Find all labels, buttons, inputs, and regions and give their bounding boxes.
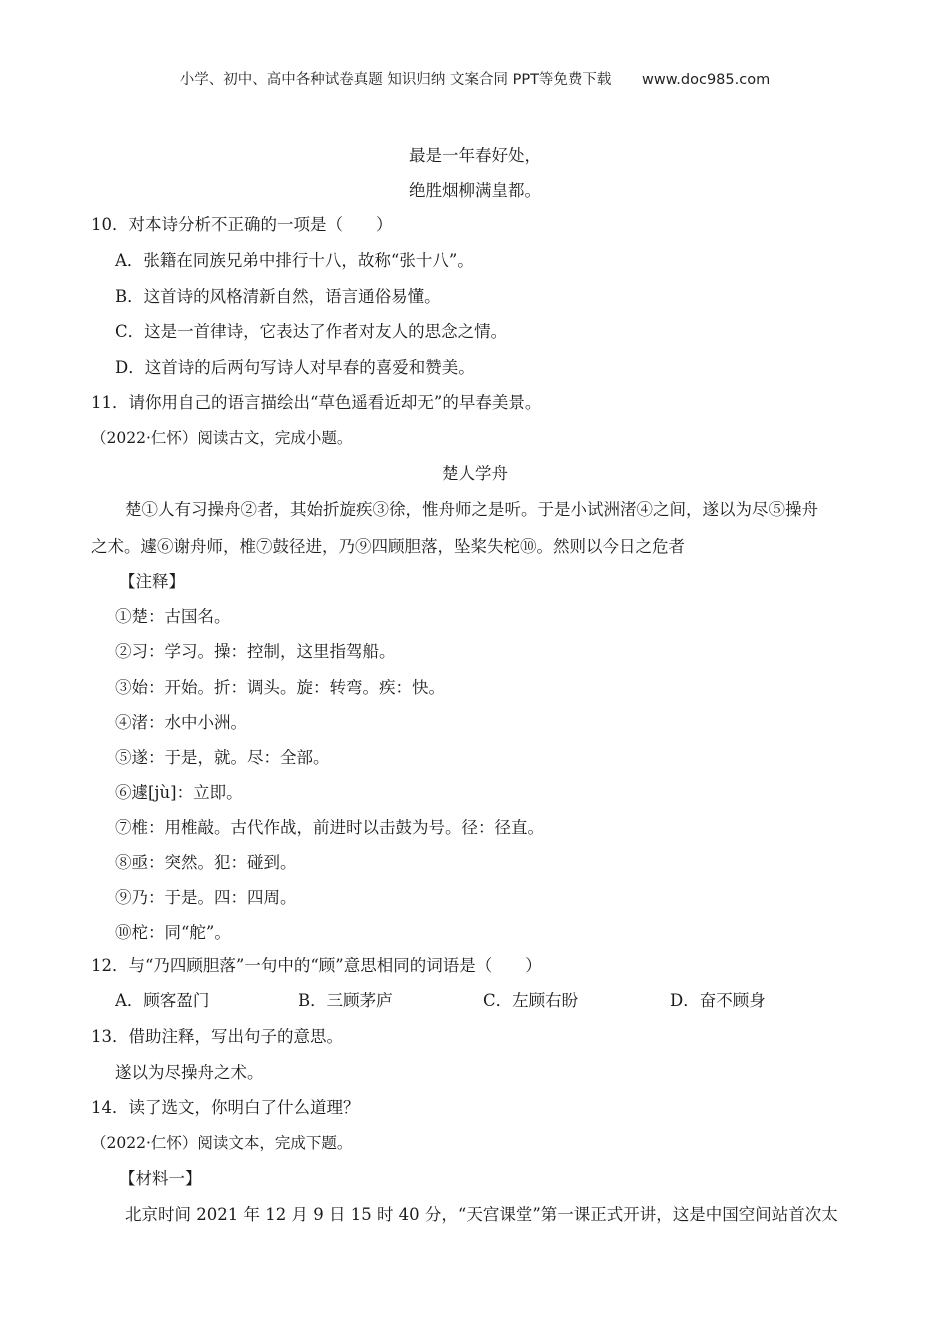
question-14-stem: 14．读了选文，你明白了什么道理？ xyxy=(91,1098,360,1117)
question-10-option-c[interactable]: C．这是一首律诗，它表达了作者对友人的思念之情。 xyxy=(115,322,508,341)
passage-line-2: 之术。遽⑥谢舟师，椎⑦鼓径进，乃⑨四顾胆落，坠桨失柁⑩。然则以今日之危者 xyxy=(91,537,685,556)
question-12-option-a[interactable]: A．顾客盈门 xyxy=(115,991,210,1010)
page-header xyxy=(0,68,950,89)
question-12-option-c[interactable]: C．左顾右盼 xyxy=(483,991,579,1010)
question-10-option-d[interactable]: D．这首诗的后两句写诗人对早春的喜爱和赞美。 xyxy=(115,358,475,377)
header-site-link[interactable]: www.doc985.com xyxy=(642,72,771,88)
question-11-stem: 11．请你用自己的语言描绘出“草色遥看近却无”的早春美景。 xyxy=(91,393,542,412)
note-item-1: ①楚：古国名。 xyxy=(115,607,231,626)
question-10-stem: 10．对本诗分析不正确的一项是（ ） xyxy=(91,215,393,234)
question-13-sentence: 遂以为尽操舟之术。 xyxy=(115,1063,264,1082)
note-item-4: ④渚：水中小洲。 xyxy=(115,713,247,732)
material-heading: 【材料一】 xyxy=(119,1169,202,1188)
header-text: 小学、初中、高中各种试卷真题 知识归纳 文案合同 PPT等免费下载 xyxy=(179,72,612,88)
notes-heading: 【注释】 xyxy=(119,572,185,591)
passage-title: 楚人学舟 xyxy=(442,464,508,483)
question-12-stem: 12．与“乃四顾胆落”一句中的“顾”意思相同的词语是（ ） xyxy=(91,956,542,975)
question-10-option-a[interactable]: A．张籍在同族兄弟中排行十八，故称“张十八”。 xyxy=(115,251,474,270)
note-item-7: ⑦椎：用椎敲。古代作战，前进时以击鼓为号。径：径直。 xyxy=(115,818,544,837)
poem-line-3: 最是一年春好处， xyxy=(409,146,541,165)
note-item-10: ⑩柁：同“舵”。 xyxy=(115,923,231,942)
question-13-stem: 13．借助注释，写出句子的意思。 xyxy=(91,1027,343,1046)
note-item-3: ③始：开始。折：调头。旋：转弯。疾：快。 xyxy=(115,678,445,697)
poem-line-4: 绝胜烟柳满皇都。 xyxy=(409,181,541,200)
question-10-option-b[interactable]: B．这首诗的风格清新自然，语言通俗易懂。 xyxy=(115,287,441,306)
section-2-source: （2022·仁怀）阅读古文，完成小题。 xyxy=(91,429,353,447)
note-item-9: ⑨乃：于是。四：四周。 xyxy=(115,888,297,907)
question-12-option-d[interactable]: D．奋不顾身 xyxy=(670,991,766,1010)
note-item-2: ②习：学习。操：控制，这里指驾船。 xyxy=(115,642,396,661)
passage-line-1: 楚①人有习操舟②者，其始折旋疾③徐，惟舟师之是听。于是小试洲渚④之间，遂以为尽⑤操舟 xyxy=(125,500,818,519)
note-item-8: ⑧亟：突然。犯：碰到。 xyxy=(115,853,297,872)
question-12-option-b[interactable]: B．三顾茅庐 xyxy=(298,991,393,1010)
note-item-5: ⑤遂：于是，就。尽：全部。 xyxy=(115,748,330,767)
material-line-1: 北京时间 2021 年 12 月 9 日 15 时 40 分，“天宫课堂”第一课正式开讲，这是中国空间站首次太 xyxy=(125,1205,838,1224)
note-item-6: ⑥遽[jù]：立即。 xyxy=(115,783,243,802)
section-3-source: （2022·仁怀）阅读文本，完成下题。 xyxy=(91,1134,353,1152)
